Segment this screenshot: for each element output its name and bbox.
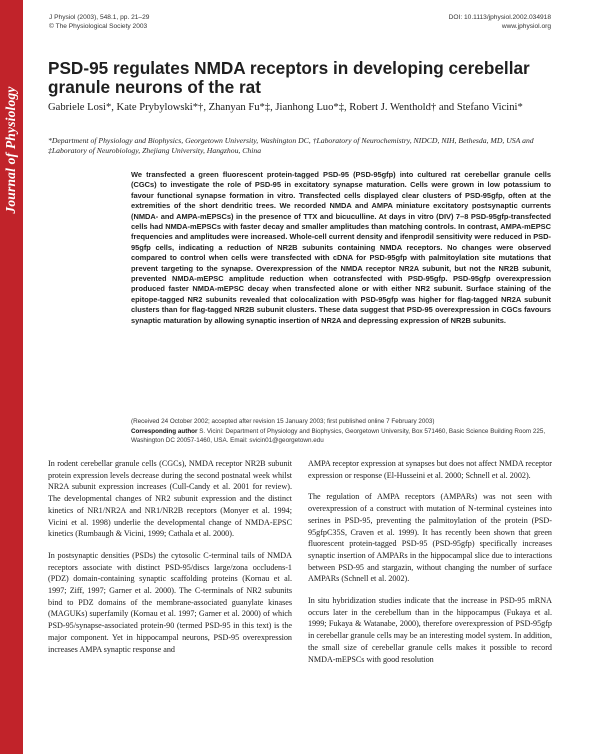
journal-name-vertical: [0, 0, 23, 260]
journal-name: Journal of Physiology: [3, 86, 18, 214]
paragraph: AMPA receptor expression at synapses but does not affect NMDA receptor expression or response (El-Husseini et al. 2000; Schnell et al. 2002).: [308, 459, 552, 480]
paragraph: The regulation of AMPA receptors (AMPARs) was not seen with overexpression of a construct with mutation of N-terminal cysteines into serines in PSD-95, preventing the palmitoylation of the protein (PSD-95gfpC35S, Craven et al. 1999). It has recently been shown that green fluorescent protein-tagged PSD-95 (PSD-95gfp) specifically increases synaptic insertion of AMPARs in the hippocampal slice due to interactions between PSD-95 and stargazin, without changing the number of surface AMPARs (Schnell et al. 2002).: [308, 492, 552, 584]
paragraph: In rodent cerebellar granule cells (CGCs), NMDA receptor NR2B subunit protein expression levels decrease during the second postnatal week whilst NR2A subunit expression increases (Cull-Candy et al. 2001 for review). The developmental changes of NR2 subunit expression and the distinct kinetics of NR1/NR2A and NR1/NR2B receptors (Monyer et al. 1994; Vicini et al. 1998) underlie the developmental change of NMDA-EPSC kinetics (Rumbaugh & Vicini, 1999; Cathala et al. 2000).: [48, 459, 292, 539]
affiliations: *Department of Physiology and Biophysics, Georgetown University, Washington DC, †Laboratory of Neurochemistry, NIDCD, NIH, Bethesda, MD, USA and ‡Laboratory of Neurobiology, Zhejiang University, Hangzhou, China: [48, 136, 534, 155]
body-column-left: [48, 458, 292, 665]
journal-url[interactable]: www.jphysiol.org: [501, 23, 551, 30]
doi[interactable]: DOI: 10.1113/jphysiol.2002.034918: [448, 14, 551, 21]
paragraph: In situ hybridization studies indicate that the increase in PSD-95 mRNA occurs later in the cerebellum than in the hippocampus (Fukaya et al. 1999; Fukaya & Watanabe, 2000), therefore overexpression of PSD-95gfp in cerebellar granule cells may be an interesting model system. In addition, the small size of cerebellar granule cells makes it possible to record NMDA-mEPSCs with good resolution: [308, 596, 552, 664]
corresponding-author: [131, 428, 551, 445]
header-citation-block: [49, 13, 149, 31]
header-doi-block: [449, 13, 551, 31]
author-list: Gabriele Losi*, Kate Prybylowski*†, Zhanyan Fu*‡, Jianhong Luo*‡, Robert J. Wenthold† and Stefano Vicini*: [48, 102, 523, 113]
abstract: We transfected a green fluorescent protein-tagged PSD-95 (PSD-95gfp) into cultured rat cerebellar granule cells (CGCs) to investigate the role of PSD-95 in excitatory synapse maturation. Cells were grown in low potassium to favour functional synapse formation in vitro. Transfected cells displayed clear clusters of PSD-95gfp, often at the extremities of the short dendritic trees. We recorded NMDA and AMPA miniature excitatory postsynaptic currents (NMDA- and AMPA-mEPSCs) in the presence of TTX and bicuculline. At days in vitro (DIV) 7–8 PSD-95gfp-transfected cells had NMDA-mEPSCs with faster decay and smaller amplitudes than matching controls. In contrast, AMPA-mEPSC frequencies and amplitudes were increased. Whole-cell current density and ifenprodil sensitivity were reduced in PSD-95gfp cells, indicating a reduction of NR2B subunits containing NMDA receptors. No changes were observed compared to control when cells were transfected with cDNA for PSD-95gfp with palmitoylation site mutations that prevent targeting to the synapse. Overexpression of the NMDA receptor NR2A subunit, but not the NR2B subunit, prevented NMDA-mEPSC amplitude reduction when cotransfected with PSD-95gfp. PSD-95gfp overexpression produced faster NMDA-mEPSC decay when transfected alone or with either NR2 subunit. Surface staining of the epitope-tagged NR2 subunits revealed that colocalization with PSD-95gfp was higher for flag-tagged NR2A subunit clusters than for flag-tagged NR2B subunit clusters. These data suggest that PSD-95 overexpression in CGCs favours synaptic maturation by allowing synaptic insertion of NR2A and depressing expression of NR2B subunits.: [131, 170, 551, 325]
received-dates: (Received 24 October 2002; accepted after revision 15 January 2003; first published online 7 February 2003): [131, 418, 435, 425]
corresponding-details: S. Vicini: Department of Physiology and Biophysics, Georgetown University, Box 571460, Basic Science Building Room 225, Washington DC 20057-1460, USA. Email: svicin01@georgetown.edu: [131, 428, 546, 444]
article-title: PSD-95 regulates NMDA receptors in developing cerebellar granule neurons of the rat: [48, 58, 530, 97]
copyright: © The Physiological Society 2003: [49, 23, 148, 30]
journal-sidebar: [0, 0, 23, 754]
citation: J Physiol (2003), 548.1, pp. 21–29: [49, 14, 150, 21]
corresponding-label: Corresponding author: [131, 428, 198, 435]
body-column-right: [308, 458, 552, 675]
paragraph: In postsynaptic densities (PSDs) the cytosolic C-terminal tails of NMDA receptors associate with distinct PSD-95/discs large/zona occludens-1 (PDZ) domain-containing synaptic scaffolding proteins (Kornau et al. 1997; Ziff, 1997; Garner et al. 2000). The C-terminals of NR2 subunits bind to PDZ domains of the membrane-associated guanylate kinases (MAGUKs) superfamily (Kornau et al. 1997; Garner et al. 2000) of which PSD-95/synapse-associated protein-90 (termed PSD-95 in this text) is the major component. Yet in hippocampal neurons, PSD-95 overexpression increases AMPA synaptic response and: [48, 550, 292, 654]
